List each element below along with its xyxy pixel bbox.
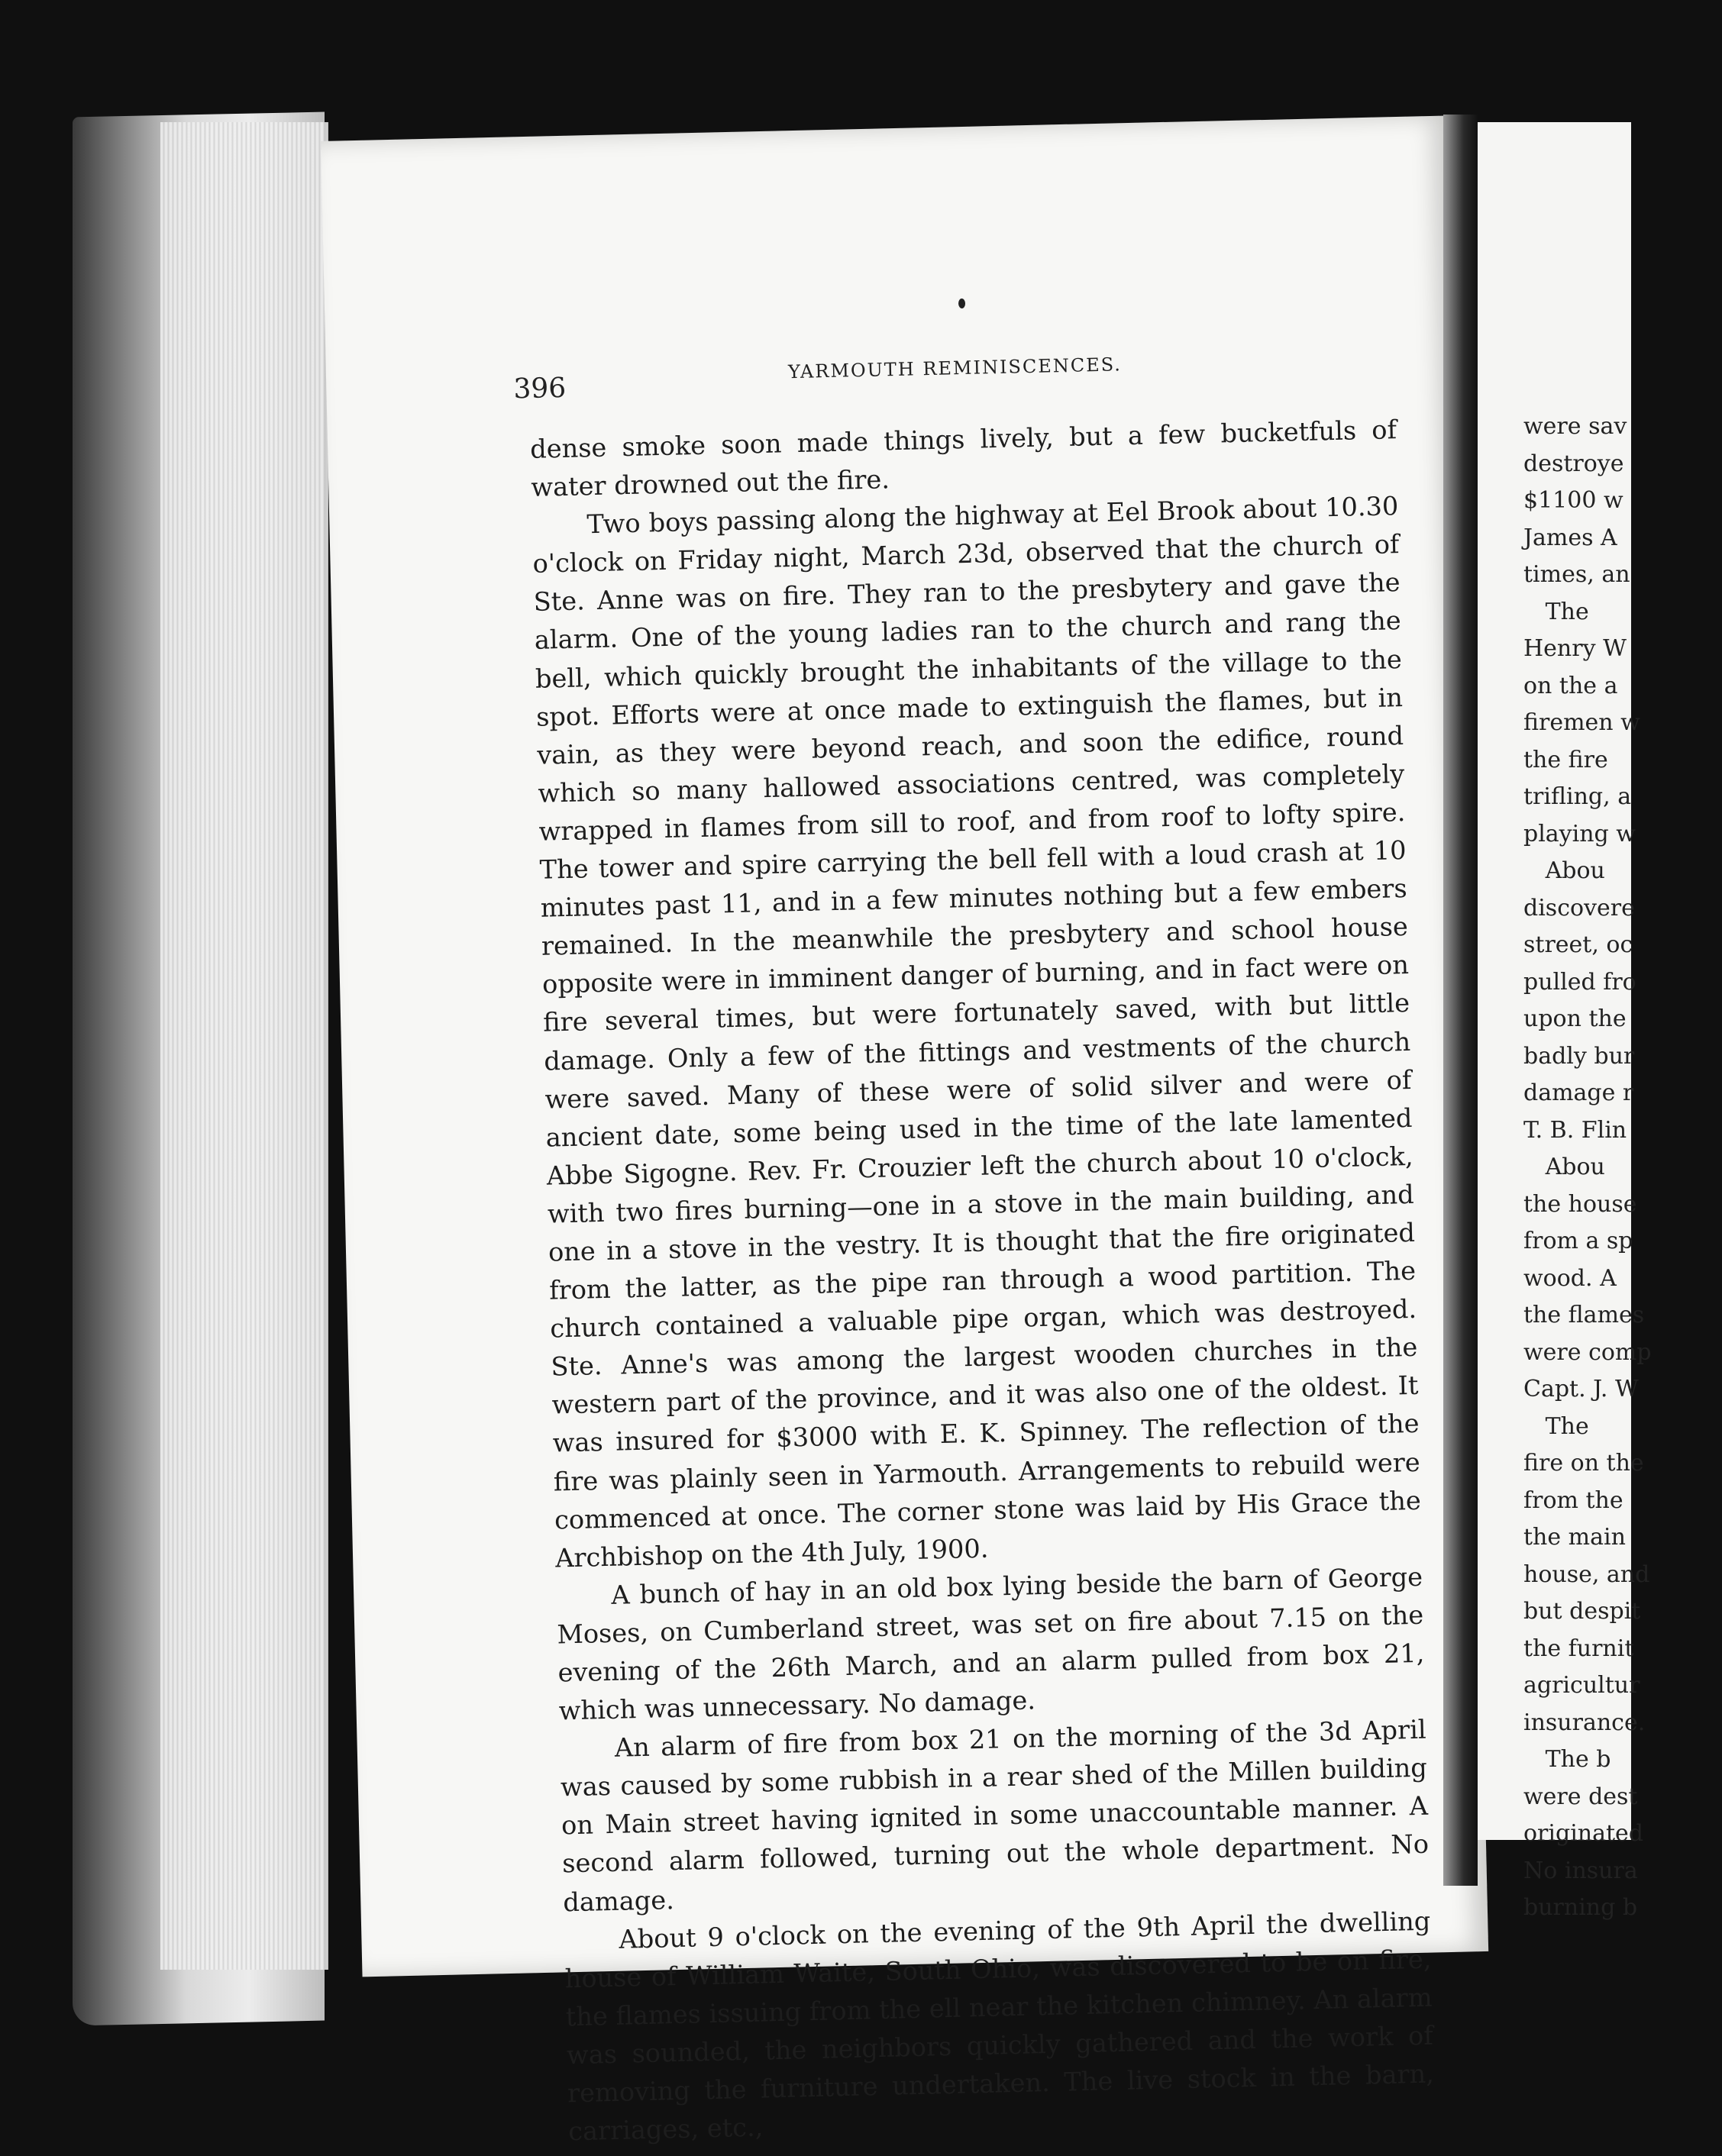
facing-page-line: The <box>1523 598 1589 625</box>
facing-page-line: from a sp <box>1523 1228 1633 1254</box>
facing-page-line: the main <box>1523 1524 1626 1551</box>
facing-page-line: originated <box>1523 1820 1644 1847</box>
facing-page-line: The <box>1523 1412 1589 1440</box>
facing-page-line: trifling, a <box>1523 783 1632 810</box>
facing-page-line: were comp <box>1523 1338 1652 1366</box>
facing-page-line: $1100 w <box>1523 487 1623 514</box>
facing-page-line: pulled fro <box>1523 968 1636 996</box>
facing-page-line: The b <box>1523 1746 1611 1773</box>
facing-page-line: badly bur <box>1523 1042 1635 1070</box>
facing-page-line: the furnit <box>1523 1635 1634 1662</box>
facing-page-line: the flames <box>1523 1302 1645 1328</box>
ink-mark <box>958 299 965 308</box>
facing-page-line: Abou <box>1523 857 1605 884</box>
page-number: 396 <box>512 372 567 405</box>
paragraph: Two boys passing along the highway at Eel Brook about 10.30 o'clock on Friday night, March 23d, observed that the church of Ste. Anne was on fire. They ran to the presbytery and gave the alarm. One of the young ladies ran to the church and rang the bell, which quickly brought the inhabitants of the village to the spot. Efforts were at once made to extinguish the flames, but in vain, as they were beyond reach, and soon the edifice, round which so many hallowed associations centred, was completely wrapped in flames from sill to roof, and from roof to lofty spire. The tower and spire carrying the bell fell with a loud crash at 10 minutes past 11, and in a few minutes nothing but a few embers remained. In the meanwhile the presbytery and school house opposite were in imminent danger of burning, and in fact were on fire several times, but were fortunately saved, with but little damage. Only a few of the fittings and vestments of the church were saved. Many of these were of solid silver and were of ancient date, some being used in the time of the late lamented Abbe Sigogne. Rev. Fr. Crouzier left the church about 10 o'clock, with two fires burning—one in a stove in the main building, and one in a stove in the vestry. It is thought that the fire originated from the latter, as the pipe ran through a wood partition. The church contained a valuable pipe organ, which was destroyed. Ste. Anne's was among the largest wooden churches in the western part of the province, and it was also one of the oldest. It was insured for $3000 with E. K. Spinney. The reflection of the fire was plainly seen in Yarmouth. Arrangements to rebuild were commenced at once. The corner stone was laid by His Grace the Archbishop on the 4th July, 1900. <box>532 491 1422 1573</box>
facing-page-line: on the a <box>1523 672 1618 699</box>
facing-page-line: destroye <box>1523 450 1624 477</box>
facing-page-line: fire on the <box>1523 1450 1644 1477</box>
facing-page <box>1478 122 1652 1921</box>
facing-page-line: damage r <box>1523 1080 1634 1106</box>
facing-page-line: but despit <box>1523 1598 1641 1625</box>
running-head: YARMOUTH REMINISCENCES. <box>787 353 1123 383</box>
page-stack <box>160 122 328 1970</box>
facing-page-line: wood. A <box>1523 1264 1617 1292</box>
facing-page-line: insurance. <box>1523 1709 1646 1736</box>
facing-page-line: firemen w <box>1523 709 1640 736</box>
facing-page-line: Abou <box>1523 1154 1605 1180</box>
facing-page-line: Henry W <box>1523 635 1627 662</box>
facing-page-line: James A <box>1523 524 1617 551</box>
body-text <box>530 411 1436 2151</box>
facing-page-line: were sav <box>1523 413 1627 440</box>
facing-page-line: the fire <box>1523 746 1608 773</box>
paragraph: dense smoke soon made things lively, but a few bucketfuls of water drowned out the fire. <box>529 415 1397 502</box>
paragraph: About 9 o'clock on the evening of the 9th April the dwelling house of William Waite, South Ohio, was discovered to be on fire, the flames issuing from the ell near the kitchen chimney. An alarm was sounded, the neighbors quickly gathered and the work of removing the furniture undertaken. The live stock in the barn, carriages, etc., <box>564 1906 1435 2147</box>
paragraph: A bunch of hay in an old box lying beside the barn of George Moses, on Cumberland street, was set on fire about 7.15 on the evening of the 26th March, and an alarm pulled from box 21, which was unnecessary. No damage. <box>557 1561 1425 1726</box>
facing-page-line: Capt. J. W <box>1523 1376 1639 1402</box>
paragraph: An alarm of fire from box 21 on the morning of the 3d April was caused by some rubbish in a rear shed of the Millen building on Main street having ignited in some unaccountable manner. A second alarm followed, turning out the whole department. No damage. <box>560 1714 1430 1917</box>
facing-page-line: playing w <box>1523 820 1636 847</box>
facing-page-line: house, and <box>1523 1561 1650 1588</box>
facing-page-line: upon the <box>1523 1005 1627 1032</box>
gutter <box>1443 115 1478 1886</box>
left-page <box>321 116 1488 2147</box>
facing-page-text <box>1523 408 1722 1927</box>
facing-page-line: the house <box>1523 1190 1637 1218</box>
facing-page-line: discovere <box>1523 894 1635 921</box>
facing-page-line: from the <box>1523 1486 1623 1514</box>
facing-page-line: agricultur <box>1523 1672 1640 1699</box>
facing-page-line: No insura <box>1523 1857 1638 1884</box>
facing-page-line: street, oc <box>1523 931 1633 958</box>
facing-page-line: were dest <box>1523 1783 1638 1810</box>
facing-page-line: T. B. Flin <box>1523 1116 1627 1144</box>
facing-page-line: times, an <box>1523 561 1630 588</box>
facing-page-line: burning b <box>1523 1894 1638 1921</box>
